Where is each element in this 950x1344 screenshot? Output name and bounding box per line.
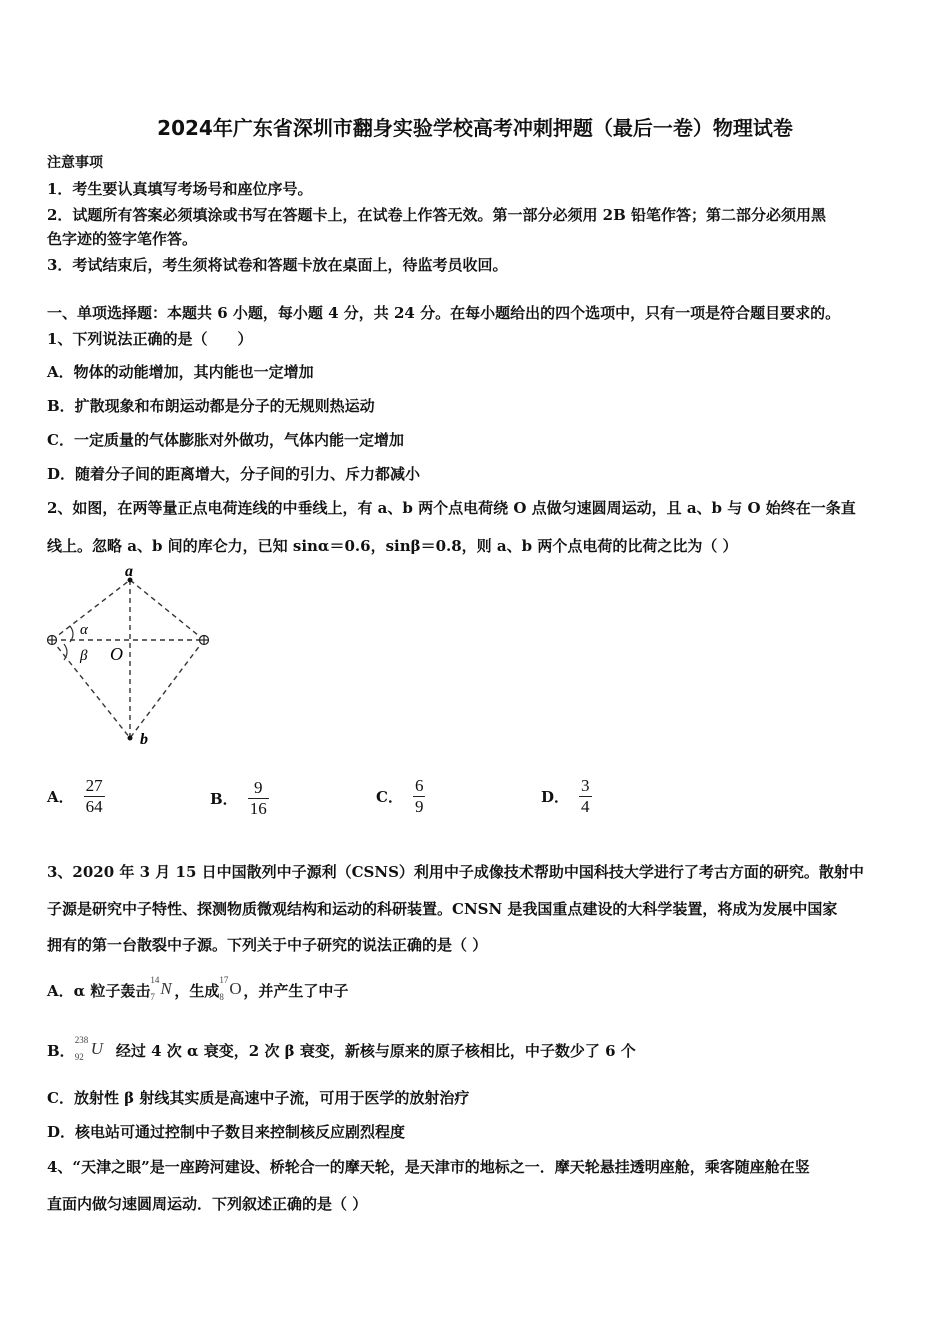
q1-option-b: B．扩散现象和布朗运动都是分子的无规则热运动 xyxy=(47,397,375,415)
q2-option-c xyxy=(376,776,425,817)
q3-option-a: A．α 粒子轰击 14 7 N ，生成 17 8 O ，并产生了中子 xyxy=(47,975,349,1002)
positive-charge-right-icon xyxy=(200,636,209,645)
q1-option-c: C．一定质量的气体膨胀对外做功，气体内能一定增加 xyxy=(47,431,404,449)
q2-option-a-label: A． xyxy=(47,788,74,806)
notice-item-1: 1．考生要认真填写考场号和座位序号。 xyxy=(47,180,313,198)
q2-figure xyxy=(40,560,230,750)
q3-option-c: C．放射性 β 射线其实质是高速中子流，可用于医学的放射治疗 xyxy=(47,1089,470,1107)
q2-option-b-label: B． xyxy=(210,790,238,808)
label-o: O xyxy=(110,644,123,664)
q4-stem-line2: 直面内做匀速圆周运动．下列叙述正确的是（ ） xyxy=(47,1195,368,1213)
label-beta: β xyxy=(80,648,88,664)
q1-stem: 1、下列说法正确的是（ ） xyxy=(47,330,253,348)
q2-stem-line1: 2、如图，在两等量正点电荷连线的中垂线上，有 a、b 两个点电荷绕 O 点做匀速圆周运动，且 a、b 与 O 始终在一条直 xyxy=(47,499,856,517)
q2-option-a xyxy=(47,776,105,817)
q3-stem-line2: 子源是研究中子特性、探测物质微观结构和运动的科研装置。CNSN 是我国重点建设的大科学装置，将成为发展中国家 xyxy=(47,900,838,918)
dashed-line-right-a xyxy=(130,580,204,640)
q2-option-d-label: D． xyxy=(541,788,570,806)
q2-option-d-fraction: $\frac{3}{4}$ xyxy=(581,776,590,816)
q1-option-d: D．随着分子间的距离增大，分子间的引力、斥力都减小 xyxy=(47,465,421,483)
q2-option-c-fraction: $\frac{6}{9}$ xyxy=(414,776,424,816)
page-title: 2024年广东省深圳市翻身实验学校高考冲刺押题（最后一卷）物理试卷 xyxy=(157,116,793,140)
q2-stem-line2: 线上。忽略 a、b 间的库仑力，已知 sinα＝0.6，sinβ＝0.8，则 a、b 两个点电荷的比荷之比为（ ） xyxy=(47,537,738,555)
q3-stem-line1: 3、2020 年 3 月 15 日中国散列中子源利（CSNS）利用中子成像技术帮助中国科技大学进行了考古方面的研究。散射中 xyxy=(47,863,864,881)
positive-charge-left-icon xyxy=(48,636,57,645)
nuclide-n14: 14 7 N xyxy=(150,975,172,1002)
q2-option-d xyxy=(541,776,592,817)
label-b: b xyxy=(140,731,148,748)
dashed-line-left-a xyxy=(52,580,130,640)
q3-option-d: D．核电站可通过控制中子数目来控制核反应剧烈程度 xyxy=(47,1123,406,1141)
nuclide-o17: 17 8 O xyxy=(219,975,242,1002)
q4-stem-line1: 4、“天津之眼”是一座跨河建设、桥轮合一的摩天轮，是天津市的地标之一．摩天轮悬挂透明座舱，乘客随座舱在竖 xyxy=(47,1158,810,1176)
notice-item-2: 2．试题所有答案必须填涂或书写在答题卡上，在试卷上作答无效。第一部分必须用 2B 铅笔作答；第二部分必须用黑 xyxy=(47,206,827,224)
q3-option-b: B． 238 92 U 经过 4 次 α 衰变，2 次 β 衰变，新核与原来的原子核相比，中子数少了 6 个 xyxy=(47,1035,636,1062)
q3-stem-line3: 拥有的第一台散裂中子源。下列关于中子研究的说法正确的是（ ） xyxy=(47,936,488,954)
q2-option-c-label: C． xyxy=(376,788,403,806)
q2-option-b xyxy=(210,778,269,819)
notice-heading: 注意事项 xyxy=(47,155,103,171)
q2-option-b-fraction: $\frac{9}{16}$ xyxy=(249,778,267,818)
label-alpha: α xyxy=(80,622,88,638)
notice-item-2-cont: 色字迹的签字笔作答。 xyxy=(47,230,198,248)
notice-item-3: 3．考试结束后，考生须将试卷和答题卡放在桌面上，待监考员收回。 xyxy=(47,256,508,274)
label-a: a xyxy=(125,563,133,580)
q1-option-a: A．物体的动能增加，其内能也一定增加 xyxy=(47,363,314,381)
q2-option-a-fraction: $\frac{27}{64}$ xyxy=(85,776,103,816)
nuclide-u238: 238 92 U xyxy=(74,1035,103,1062)
section-heading: 一、单项选择题：本题共 6 小题，每小题 4 分，共 24 分。在每小题给出的四个选项中，只有一项是符合题目要求的。 xyxy=(47,304,841,322)
dashed-line-right-b xyxy=(130,640,204,738)
point-b xyxy=(128,736,133,741)
